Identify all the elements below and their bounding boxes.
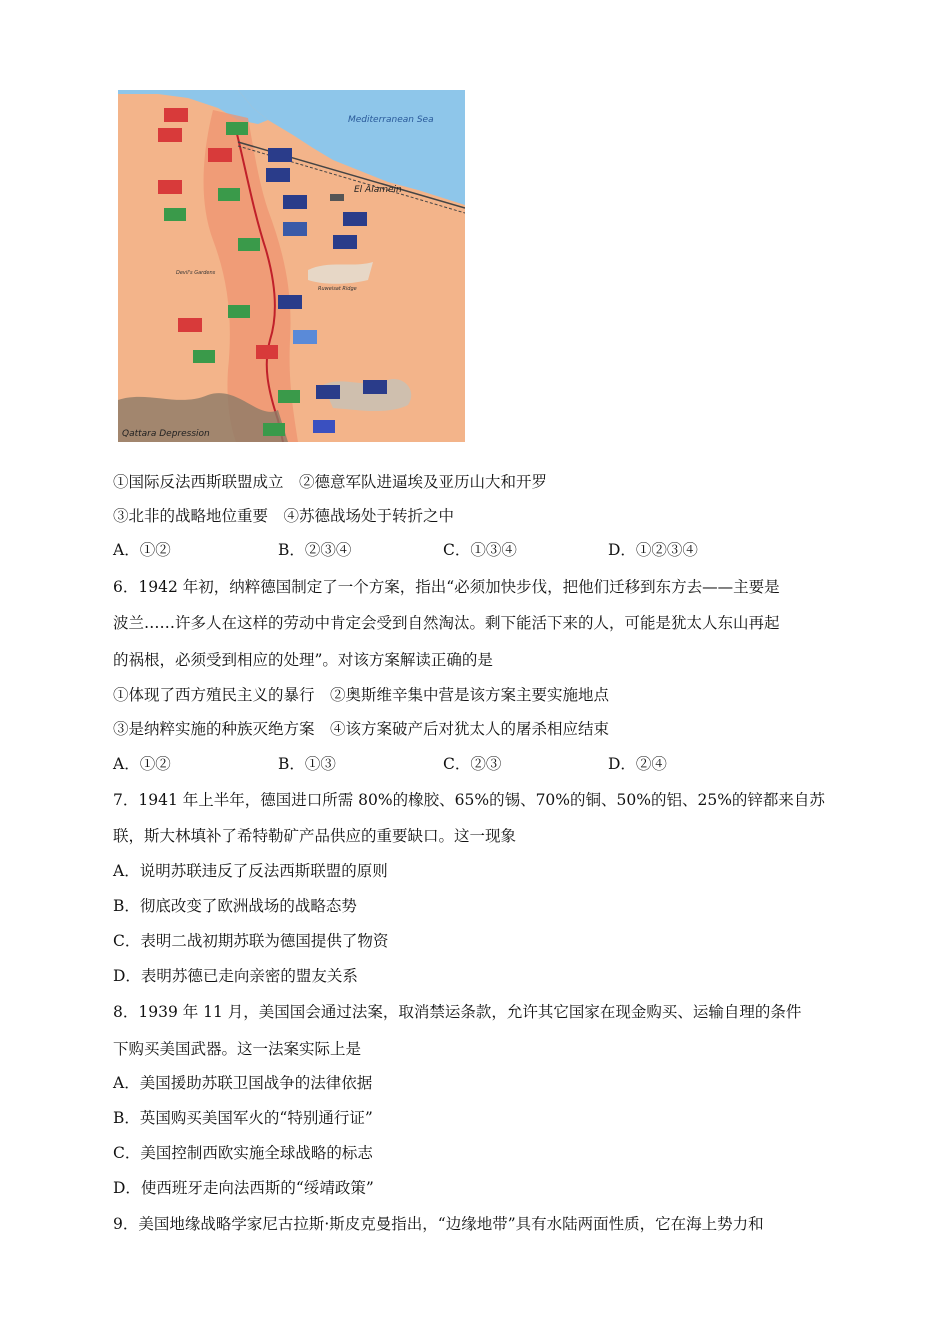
q6-stem-line-2: 波兰……许多人在这样的劳动中肯定会受到自然淘汰。剩下能活下来的人，可能是犹太人东山再起 (113, 614, 780, 632)
flag-icon (193, 350, 215, 363)
q6-stem-line-1: 6．1942 年初，纳粹德国制定了一个方案，指出“必须加快步伐，把他们迁移到东方去——主要是 (113, 578, 780, 596)
flag-icon (218, 188, 240, 201)
flag-icon (226, 122, 248, 135)
flag-icon (256, 345, 278, 359)
q8-option-c[interactable]: C．美国控制西欧实施全球战略的标志 (113, 1144, 373, 1162)
el-alamein-map (118, 90, 465, 442)
flag-icon (283, 195, 307, 209)
q8-option-d[interactable]: D．使西班牙走向法西斯的“绥靖政策” (113, 1179, 374, 1197)
q8-stem-line-1: 8．1939 年 11 月，美国国会通过法案，取消禁运条款，允许其它国家在现金购买、运输自理的条件 (113, 1003, 802, 1021)
q8-option-a[interactable]: A．美国援助苏联卫国战争的法律依据 (113, 1074, 373, 1092)
gardens-label: Devil's Gardens (176, 270, 216, 276)
flag-icon (164, 108, 188, 122)
q5-option-c[interactable]: C．①③④ (443, 541, 517, 559)
map-drawing (118, 90, 465, 442)
sea-label: Mediterranean Sea (348, 115, 434, 125)
flag-icon (266, 168, 290, 182)
q9-stem-line-1: 9．美国地缘战略学家尼古拉斯·斯皮克曼指出，“边缘地带”具有水陆两面性质，它在海上势力和 (113, 1215, 764, 1233)
q7-option-a[interactable]: A．说明苏联违反了反法西斯联盟的原则 (113, 862, 388, 880)
q7-option-b[interactable]: B．彻底改变了欧洲战场的战略态势 (113, 897, 357, 915)
q6-option-c[interactable]: C．②③ (443, 755, 502, 773)
flag-icon (363, 380, 387, 394)
flag-icon (208, 148, 232, 162)
depression-label: Qattara Depression (122, 429, 210, 439)
flag-icon (313, 420, 335, 433)
el-alamein-station (330, 194, 344, 201)
q5-statement-2: ③北非的战略地位重要 ④苏德战场处于转折之中 (113, 507, 455, 525)
q5-option-d[interactable]: D．①②③④ (608, 541, 698, 559)
flag-icon (343, 212, 367, 226)
flag-icon (164, 208, 186, 221)
q6-option-a[interactable]: A．①② (113, 755, 171, 773)
flag-icon (278, 295, 302, 309)
q7-option-d[interactable]: D．表明苏德已走向亲密的盟友关系 (113, 967, 358, 985)
q8-option-b[interactable]: B．英国购买美国军火的“特别通行证” (113, 1109, 373, 1127)
q7-stem-line-1: 7．1941 年上半年，德国进口所需 80%的橡胶、65%的锡、70%的铜、50%的铝、25%的锌都来自苏 (113, 791, 825, 809)
flag-icon (278, 390, 300, 403)
flag-icon (158, 180, 182, 194)
flag-icon (263, 423, 285, 436)
flag-icon (268, 148, 292, 162)
flag-icon (228, 305, 250, 318)
flag-icon (178, 318, 202, 332)
q5-statement-1: ①国际反法西斯联盟成立 ②德意军队进逼埃及亚历山大和开罗 (113, 473, 548, 491)
flag-icon (238, 238, 260, 251)
flag-icon (283, 222, 307, 236)
ridge-label: Ruweisat Ridge (318, 286, 357, 292)
q7-option-c[interactable]: C．表明二战初期苏联为德国提供了物资 (113, 932, 389, 950)
flag-icon (158, 128, 182, 142)
q6-statement-1: ①体现了西方殖民主义的暴行 ②奥斯维辛集中营是该方案主要实施地点 (113, 686, 610, 704)
q5-option-b[interactable]: B．②③④ (278, 541, 352, 559)
city-label: El Alamein (354, 185, 402, 195)
q6-option-d[interactable]: D．②④ (608, 755, 667, 773)
flag-icon (333, 235, 357, 249)
flag-icon (316, 385, 340, 399)
q6-option-b[interactable]: B．①③ (278, 755, 336, 773)
q8-stem-line-2: 下购买美国武器。这一法案实际上是 (113, 1040, 362, 1058)
q7-stem-line-2: 联，斯大林填补了希特勒矿产品供应的重要缺口。这一现象 (113, 827, 517, 845)
q5-option-a[interactable]: A．①② (113, 541, 171, 559)
flag-icon (293, 330, 317, 344)
q6-stem-line-3: 的祸根，必须受到相应的处理”。对该方案解读正确的是 (113, 651, 493, 669)
q6-statement-2: ③是纳粹实施的种族灭绝方案 ④该方案破产后对犹太人的屠杀相应结束 (113, 720, 610, 738)
